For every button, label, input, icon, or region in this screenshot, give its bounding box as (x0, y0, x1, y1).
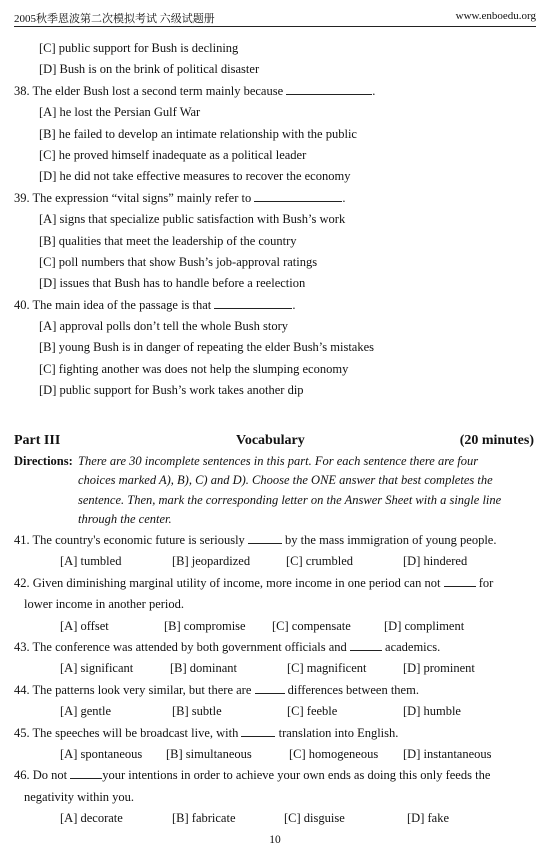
option: [D] public support for Bush’s work takes another dip (39, 383, 304, 398)
choice: [C] homogeneous (289, 746, 379, 761)
choice-row (14, 616, 534, 637)
question-stem: 44. The patterns look very similar, but there are differences between them. (14, 682, 419, 697)
choice: [D] instantaneous (403, 746, 492, 761)
question-stem: 46. Do not your intentions in order to achieve your own ends as doing this only feeds the (14, 768, 491, 783)
header-title: 2005秋季恩波第二次模拟考试 六级试题册 (14, 13, 215, 25)
option: [C] poll numbers that show Bush’s job-approval ratings (39, 254, 318, 269)
page-body (14, 38, 534, 829)
part-time: (20 minutes) (459, 432, 534, 448)
choice: [B] dominant (170, 661, 238, 676)
choice: [B] compromise (164, 618, 246, 633)
choice: [D] prominent (403, 661, 475, 676)
option: [A] he lost the Persian Gulf War (39, 105, 201, 120)
option: [C] fighting another was does not help the slumping economy (39, 361, 349, 376)
directions-line: sentence. Then, mark the corresponding letter on the Answer Sheet with a single line (78, 492, 502, 507)
part-title: Vocabulary (236, 432, 305, 448)
option: [D] issues that Bush has to handle before a reelection (39, 276, 306, 291)
answer-blank (350, 639, 382, 651)
answer-blank (241, 725, 275, 737)
directions (14, 452, 534, 530)
option: [A] approval polls don’t tell the whole Bush story (39, 319, 289, 334)
option: [D] Bush is on the brink of political disaster (39, 62, 260, 77)
choice: [B] jeopardized (172, 554, 251, 569)
option: [B] qualities that meet the leadership of the country (39, 233, 297, 248)
option: [C] he proved himself inadequate as a political leader (39, 147, 307, 162)
question-stem: 38. The elder Bush lost a second term mainly because . (14, 83, 376, 98)
directions-line: There are 30 incomplete sentences in this part. For each sentence there are four (78, 453, 479, 468)
choice: [A] gentle (60, 704, 112, 719)
choice: [C] disguise (284, 811, 345, 826)
choice-row (14, 744, 534, 765)
question-stem: 39. The expression “vital signs” mainly refer to . (14, 190, 346, 205)
part-heading (14, 430, 534, 452)
choice: [B] simultaneous (166, 746, 252, 761)
answer-blank (70, 767, 102, 779)
question-stem: 45. The speeches will be broadcast live, with translation into English. (14, 725, 399, 740)
choice: [D] fake (407, 811, 449, 826)
question-continuation: lower income in another period. (24, 597, 185, 612)
directions-label: Directions: (14, 453, 73, 468)
choice: [A] significant (60, 661, 134, 676)
option: [D] he did not take effective measures to recover the economy (39, 169, 351, 184)
answer-blank (214, 297, 292, 309)
part-label: Part III (14, 432, 61, 448)
choice: [B] subtle (172, 704, 222, 719)
choice: [C] crumbled (286, 554, 353, 569)
choice: [D] compliment (384, 618, 465, 633)
choice-row (14, 658, 534, 679)
page-header (14, 8, 536, 27)
option: [C] public support for Bush is declining (39, 41, 239, 55)
question-stem: 41. The country's economic future is seriously by the mass immigration of young people. (14, 533, 497, 548)
choice-row (14, 808, 534, 829)
directions-line: choices marked A), B), C) and D). Choose the ONE answer that best completes the (78, 473, 493, 488)
directions-line: through the center. (78, 512, 172, 527)
question-stem: 43. The conference was attended by both government officials and academics. (14, 639, 441, 654)
question-stem: 40. The main idea of the passage is that . (14, 297, 296, 312)
question-stem: 42. Given diminishing marginal utility of income, more income in one period can not for (14, 575, 494, 590)
choice: [A] spontaneous (60, 746, 143, 761)
answer-blank (286, 83, 372, 95)
choice: [A] tumbled (60, 554, 122, 569)
question-continuation: negativity within you. (24, 789, 135, 804)
choice: [C] compensate (272, 618, 351, 633)
choice-row (14, 701, 534, 722)
answer-blank (248, 532, 282, 544)
answer-blank (255, 682, 285, 694)
choice: [C] magnificent (287, 661, 367, 676)
header-url: www.enboedu.org (455, 10, 536, 22)
choice: [C] feeble (287, 704, 338, 719)
choice: [A] decorate (60, 811, 123, 826)
choice: [A] offset (60, 618, 109, 633)
choice: [D] humble (403, 704, 461, 719)
page-number: 10 (269, 834, 281, 846)
answer-blank (254, 190, 342, 202)
option: [B] he failed to develop an intimate relationship with the public (39, 126, 357, 141)
choice: [D] hindered (403, 554, 468, 569)
option: [B] young Bush is in danger of repeating the elder Bush’s mistakes (39, 340, 375, 355)
answer-blank (444, 575, 476, 587)
option: [A] signs that specialize public satisfaction with Bush’s work (39, 212, 346, 227)
choice-row (14, 551, 534, 572)
choice: [B] fabricate (172, 811, 236, 826)
